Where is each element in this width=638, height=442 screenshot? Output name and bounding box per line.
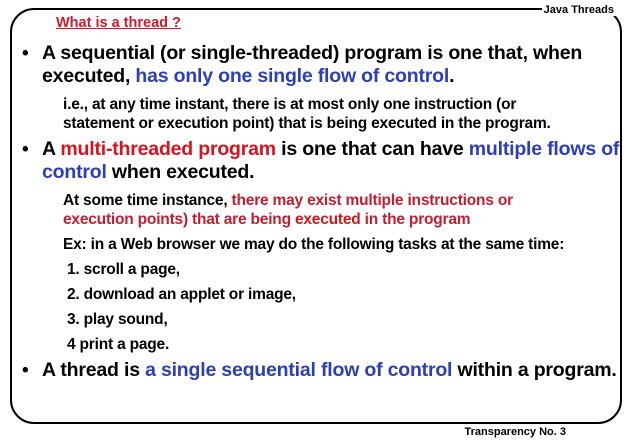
sub-bullet-instance <box>48 191 622 229</box>
bullet-text <box>42 138 619 184</box>
text-span: is one that can have <box>275 138 469 160</box>
highlight-red: there may exist multiple instructions or <box>231 192 513 209</box>
sub-bullet-text <box>63 95 551 133</box>
sub-bullet-ie <box>48 95 622 133</box>
bullet-dot-icon: • <box>22 43 29 64</box>
bullet-dot-icon: • <box>22 139 29 160</box>
sub-bullet-text: 1. scroll a page, <box>67 261 180 278</box>
text-line: i.e., at any time instant, there is at most only one instruction (or <box>63 96 517 113</box>
text-span: At some time instance, <box>63 192 232 209</box>
highlight-red: in the program <box>360 211 471 228</box>
highlight-blue: has only one single flow of control <box>135 65 450 87</box>
sub-bullet-text: 2. download an applet or image, <box>67 286 296 303</box>
text-span: A thread is <box>42 359 146 381</box>
highlight-blue: control <box>42 161 107 183</box>
slide-title: What is a thread ? <box>56 15 181 31</box>
sub-bullet-text: Ex: in a Web browser we may do the following tasks at the same time: <box>63 236 565 253</box>
sub-bullet-text: 4 print a page. <box>67 336 170 353</box>
highlight-blue: multiple flows of <box>468 138 620 160</box>
highlight-red: executed <box>294 211 361 228</box>
highlight-blue: a single sequential flow of control <box>145 359 453 381</box>
text-span: executed, <box>42 65 136 87</box>
text-line <box>42 65 582 88</box>
text-line: A sequential (or single-threaded) program is one that, when <box>42 42 583 64</box>
slide-content <box>22 42 622 382</box>
sub-bullet-task <box>48 335 622 354</box>
header-label: Java Threads <box>543 4 614 16</box>
text-span: A <box>42 138 61 160</box>
bullet-text <box>42 42 582 88</box>
bullet-thread-definition <box>22 359 622 382</box>
bullet-text <box>42 359 617 382</box>
sub-bullet-task <box>48 260 622 279</box>
bullet-sequential <box>22 42 622 88</box>
sub-bullet-text: 3. play sound, <box>67 311 168 328</box>
highlight-red: multi-threaded program <box>60 138 276 160</box>
bullet-dot-icon: • <box>22 360 29 381</box>
sub-bullet-example <box>48 235 622 254</box>
text-span: within a program. <box>452 359 617 381</box>
bullet-multithreaded <box>22 138 622 184</box>
sub-bullet-task <box>48 310 622 329</box>
sub-bullet-text <box>63 191 513 229</box>
highlight-red: execution points) that are being <box>63 211 295 228</box>
text-span: . <box>449 65 455 87</box>
text-line: statement or execution point) that is being executed in the program. <box>63 115 551 132</box>
footer-label: Transparency No. 3 <box>464 426 566 438</box>
text-span: when executed. <box>106 161 255 183</box>
sub-bullet-task <box>48 285 622 304</box>
